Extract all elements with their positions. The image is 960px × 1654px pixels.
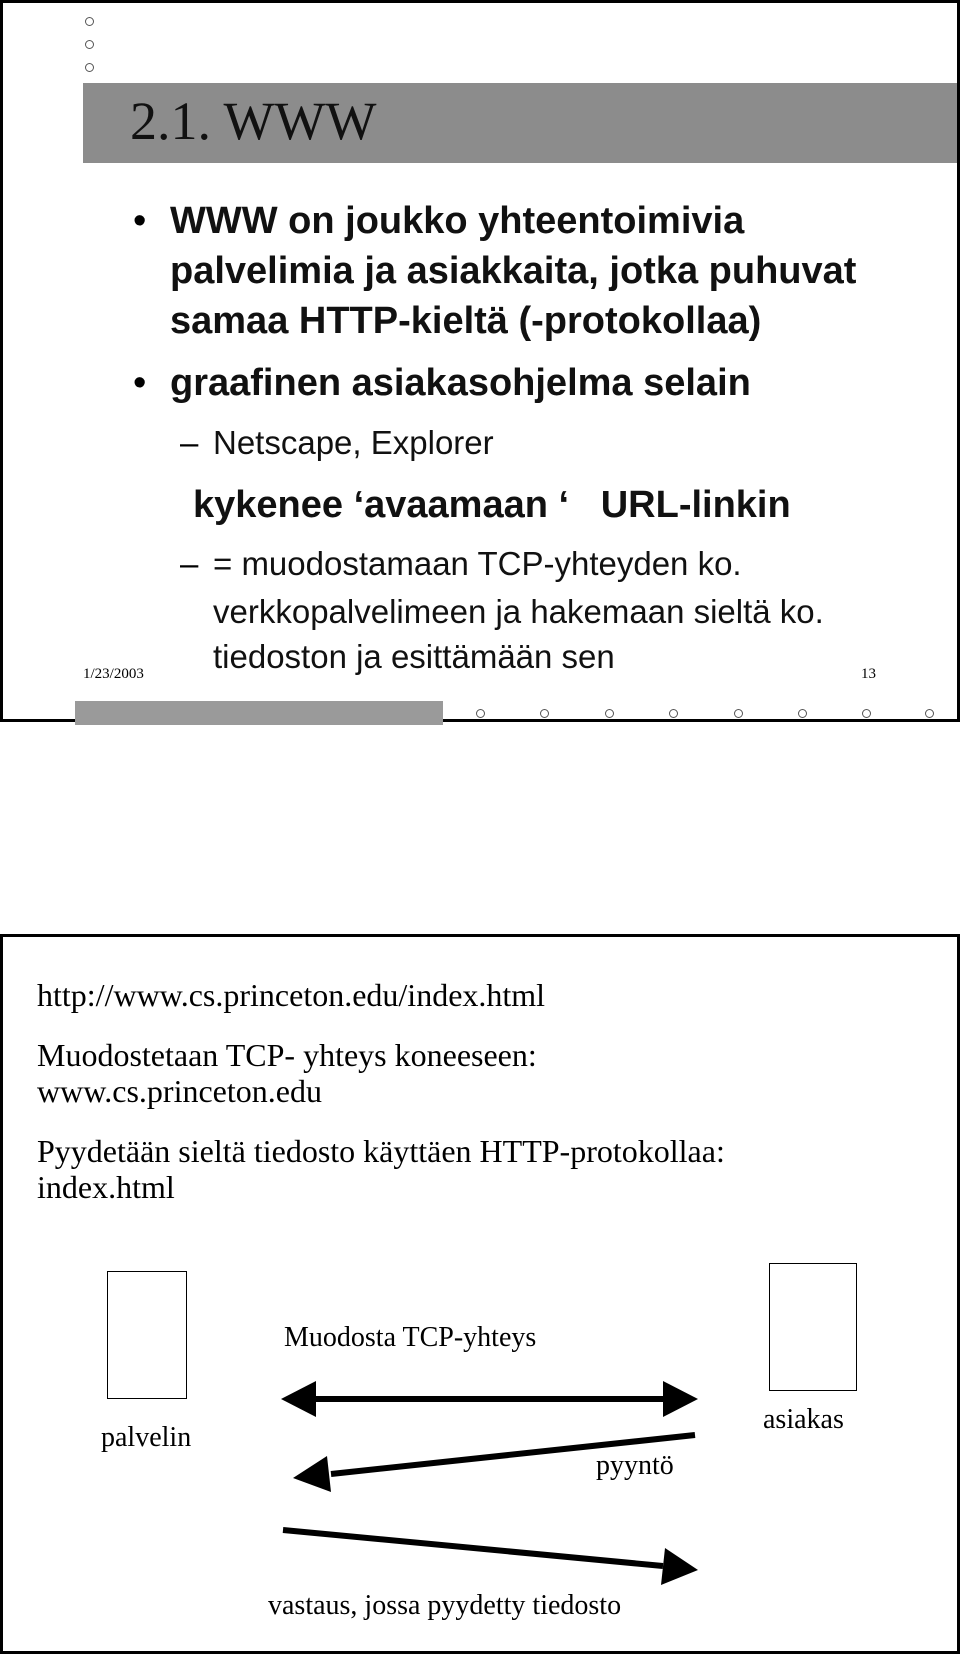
body-text-line: Pyydetään sieltä tiedosto käyttäen HTTP-protokollaa: (37, 1133, 725, 1169)
request-label: pyyntö (596, 1450, 674, 1481)
body-text-line: www.cs.princeton.edu (37, 1073, 322, 1109)
decorative-circle-icon (85, 63, 94, 72)
decorative-circle-icon (925, 709, 934, 718)
decorative-circle-icon (540, 709, 549, 718)
decorative-circle-icon (85, 40, 94, 49)
footer-bar (75, 701, 443, 725)
decorative-circle-icon (669, 709, 678, 718)
decorative-circle-icon (85, 17, 94, 26)
connect-label: Muodosta TCP-yhteys (284, 1322, 537, 1353)
server-label: palvelin (101, 1422, 192, 1453)
body-text-line: index.html (37, 1169, 175, 1205)
decorative-circle-icon (734, 709, 743, 718)
url-text: http://www.cs.princeton.edu/index.html (37, 977, 546, 1013)
response-arrow (283, 1530, 698, 1585)
dash-icon: – (180, 424, 199, 461)
response-label: vastaus, jossa pyydetty tiedosto (268, 1590, 622, 1621)
decorative-circle-icon (862, 709, 871, 718)
slide-2 (0, 934, 960, 1654)
decorative-circle-icon (476, 709, 485, 718)
bullet-text-line: kykenee ‘avaamaan ‘ URL-linkin (193, 484, 791, 526)
sub-bullet-text: = muodostamaan TCP-yhteyden ko. (213, 545, 742, 582)
body-text-line: Muodostetaan TCP- yhteys koneeseen: (37, 1037, 537, 1073)
slide-title: 2.1. WWW (130, 91, 377, 151)
diagram-arrows (3, 937, 957, 1651)
client-label: asiakas (763, 1404, 844, 1435)
bullet-text-line: samaa HTTP-kieltä (-protokollaa) (170, 300, 762, 342)
decorative-circle-icon (798, 709, 807, 718)
bullet-text-line: WWW on joukko yhteentoimivia (170, 200, 745, 242)
bullet-icon: • (133, 362, 147, 404)
bullet-icon: • (133, 200, 147, 242)
request-arrow (293, 1435, 695, 1492)
slide-date: 1/23/2003 (83, 666, 144, 682)
slide-1 (0, 0, 960, 722)
bullet-text-line: graafinen asiakasohjelma selain (170, 362, 751, 404)
page-number: 13 (861, 666, 876, 682)
connect-arrow (281, 1381, 698, 1417)
bullet-text-line: palvelimia ja asiakkaita, jotka puhuvat (170, 250, 857, 292)
sub-bullet-text: verkkopalvelimeen ja hakemaan sieltä ko. (213, 593, 824, 630)
dash-icon: – (180, 545, 199, 582)
decorative-circle-icon (605, 709, 614, 718)
sub-bullet-text: tiedoston ja esittämään sen (213, 638, 615, 675)
sub-bullet-text: Netscape, Explorer (213, 424, 494, 461)
